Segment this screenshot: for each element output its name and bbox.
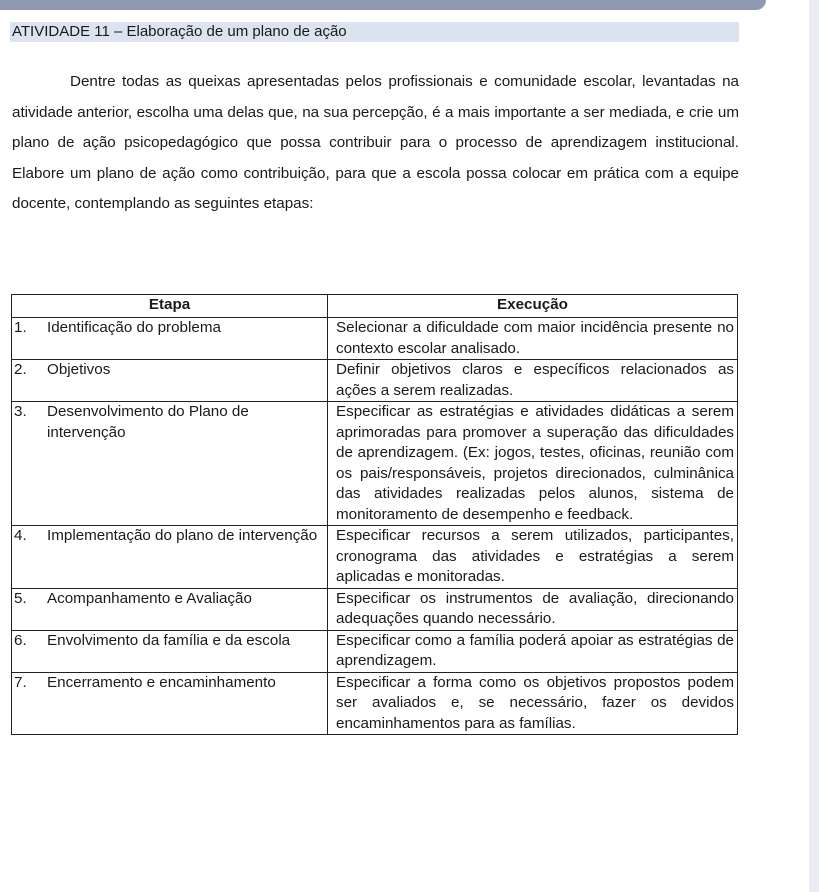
step-name: Objetivos — [47, 361, 111, 378]
table-row — [12, 630, 738, 672]
execucao-cell: Definir objetivos claros e específicos relacionados as ações a serem realizadas. — [328, 360, 738, 402]
step-name: Desenvolvimento do Plano de intervenção — [47, 403, 249, 441]
execucao-cell: Especificar a forma como os objetivos propostos podem ser avaliados e, se necessário, fazer os devidos encaminhamentos para as famílias. — [328, 672, 738, 735]
step-name: Acompanhamento e Avaliação — [47, 589, 252, 607]
etapa-cell — [12, 630, 328, 672]
activity-title: ATIVIDADE 11 – Elaboração de um plano de ação — [10, 22, 739, 42]
table-header-row — [12, 295, 738, 318]
execucao-cell: Especificar os instrumentos de avaliação, direcionando adequações quando necessário. — [328, 588, 738, 630]
step-number: 4. — [14, 527, 27, 544]
execucao-cell: Especificar recursos a serem utilizados, participantes, cronograma das atividades e estratégias a serem aplicadas e monitoradas. — [328, 526, 738, 589]
etapa-cell — [12, 402, 328, 526]
etapa-cell — [12, 318, 328, 360]
etapa-cell — [12, 672, 328, 735]
step-number: 3. — [14, 403, 27, 420]
table-row — [12, 588, 738, 630]
table-row — [12, 360, 738, 402]
table-row — [12, 672, 738, 735]
column-header-execucao: Execução — [328, 295, 738, 318]
step-number: 1. — [14, 319, 27, 336]
etapa-cell — [12, 360, 328, 402]
step-name: Encerramento e encaminhamento — [47, 673, 276, 691]
table-row — [12, 402, 738, 526]
etapa-cell — [12, 588, 328, 630]
etapa-cell — [12, 526, 328, 589]
step-name: Identificação do problema — [47, 319, 221, 336]
table-row — [12, 318, 738, 360]
execucao-cell: Selecionar a dificuldade com maior incidência presente no contexto escolar analisado. — [328, 318, 738, 360]
step-name: Envolvimento da família e da escola — [47, 631, 291, 649]
step-name: Implementação do plano de intervenção — [47, 527, 318, 544]
page-edge-strip — [809, 0, 819, 892]
decorative-top-tab — [656, 0, 766, 10]
intro-paragraph: Dentre todas as queixas apresentadas pelos profissionais e comunidade escolar, levantadas na atividade anterior, escolha uma delas que, na sua percepção, é a mais importante a ser mediada, e crie um plano de ação psicopedagógico que possa contribuir para o processo de aprendizagem institucional. Elabore um plano de ação como contribuição, para que a escola possa colocar em prática com a equipe docente, contemplando as seguintes etapas: — [12, 73, 739, 212]
step-number: 2. — [14, 361, 27, 378]
execucao-cell: Especificar as estratégias e atividades didáticas a serem aprimoradas para promover a superação das dificuldades de aprendizagem. (Ex: jogos, testes, oficinas, reunião com os pais/responsáveis, projetos direcionados, culminânica das atividades realizadas pelos alunos, sistema de monitoramento de desempenho e feedback. — [328, 402, 738, 526]
action-plan-table — [11, 294, 738, 735]
step-number: 7. — [14, 673, 27, 691]
step-number: 5. — [14, 589, 27, 607]
step-number: 6. — [14, 631, 27, 649]
execucao-cell: Especificar como a família poderá apoiar as estratégias de aprendizagem. — [328, 630, 738, 672]
column-header-etapa: Etapa — [12, 295, 328, 318]
decorative-top-bar — [0, 0, 690, 10]
table-row — [12, 526, 738, 589]
